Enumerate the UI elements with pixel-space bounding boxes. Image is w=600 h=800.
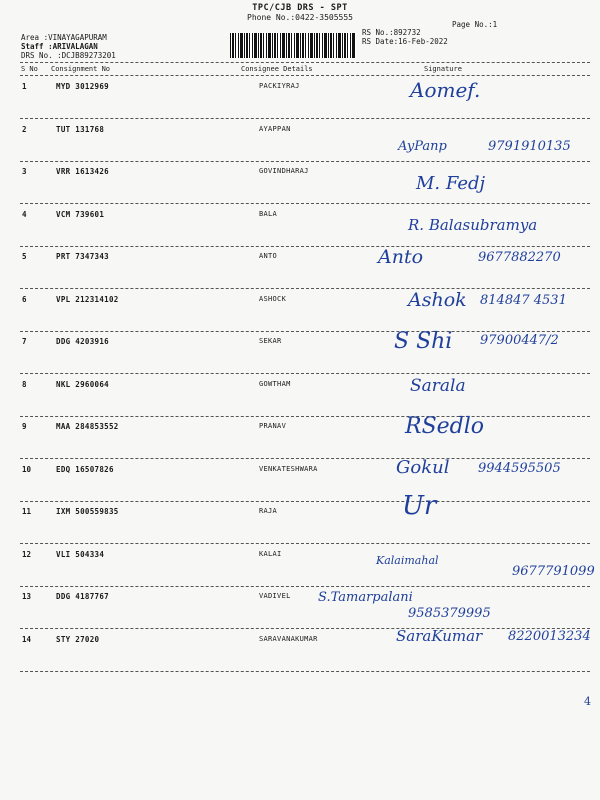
row-consignment-number: STY 27020 [56, 634, 100, 644]
row-consignee-name: ANTO [259, 252, 278, 260]
row-consignee-name: PACKIYRAJ [259, 82, 300, 90]
row-consignee-name: GOVINDHARAJ [259, 167, 309, 175]
row-signature: Aomef. [410, 78, 481, 102]
header-left-block [21, 33, 116, 60]
row-consignee-name: RAJA [259, 507, 278, 515]
table-row [0, 375, 600, 425]
row-signature: S.Tamarpalani [318, 590, 413, 605]
row-serial-number: 5 [22, 252, 27, 261]
row-signature: RSedlo [405, 414, 485, 439]
column-header-signature: Signature [424, 65, 462, 73]
row-serial-number: 10 [22, 464, 32, 474]
row-consignee-name: SARAVANAKUMAR [259, 634, 318, 643]
row-consignee-name: VENKATESHWARA [259, 464, 318, 473]
row-signature: SaraKumar [396, 626, 483, 645]
rs-number-field: RS No.:892732 [362, 28, 421, 37]
header-bottom-rule [20, 75, 590, 76]
row-consignee-name: VADIVEL [259, 592, 291, 600]
table-row [0, 246, 600, 297]
table-row [0, 626, 600, 680]
row-signature-phone: 814847 4531 [480, 292, 567, 308]
table-row [0, 456, 600, 510]
row-consignment-number: MYD 3012969 [56, 82, 109, 91]
row-serial-number: 7 [22, 337, 27, 346]
row-signature: Sarala [410, 375, 466, 396]
header-right-block [362, 28, 448, 46]
rs-date-field: RS Date:16-Feb-2022 [362, 37, 448, 46]
row-consignment-number: PRT 7347343 [56, 252, 109, 261]
row-serial-number: 6 [22, 294, 27, 304]
document-title: TPC/CJB DRS - SPT [252, 3, 348, 13]
row-serial-number: 9 [22, 422, 27, 431]
table-row [0, 125, 600, 170]
row-consignment-number: EDQ 16507826 [56, 464, 114, 474]
row-serial-number: 8 [22, 379, 27, 389]
row-signature: Kalaimahal [376, 553, 439, 567]
drs-number-field: DRS No. :DCJB89273201 [21, 51, 116, 60]
row-signature: M. Fedj [416, 173, 486, 194]
row-consignment-number: DDG 4187767 [56, 592, 109, 601]
row-serial-number: 14 [22, 634, 32, 644]
row-signature: R. Balasubramya [408, 215, 538, 234]
table-row [0, 167, 600, 212]
row-signature: Anto [378, 246, 424, 268]
row-signature: S Shi [394, 329, 453, 354]
row-serial-number: 11 [22, 507, 32, 516]
row-consignee-name: KALAI [259, 549, 282, 558]
row-consignment-number: TUT 131768 [56, 124, 105, 134]
row-consignment-number: VLI 504334 [56, 549, 105, 559]
row-serial-number: 4 [22, 209, 27, 219]
document-header [200, 3, 400, 23]
row-signature: Gokul [396, 456, 450, 478]
row-consignee-name: GOWTHAM [259, 379, 291, 388]
row-serial-number: 12 [22, 549, 32, 559]
row-signature-phone: 9944595505 [478, 460, 561, 476]
row-consignee-name: SEKAR [259, 337, 282, 345]
row-signature-phone: 8220013234 [508, 628, 591, 644]
row-signature-phone: 9677791099 [512, 563, 595, 579]
column-header-sno: S No [21, 65, 38, 73]
barcode-image [230, 33, 356, 58]
row-serial-number: 3 [22, 167, 27, 176]
page-number: Page No.:1 [452, 20, 498, 29]
row-signature: Ashok [408, 288, 467, 311]
staff-field: Staff :ARIVALAGAN [21, 42, 98, 51]
row-signature-phone: 9585379995 [408, 606, 491, 621]
column-header-consignment: Consignment No [51, 65, 111, 73]
table-row [0, 78, 600, 127]
row-consignment-number: VPL 212314102 [56, 294, 119, 304]
stray-handwritten-mark: 4 [584, 695, 591, 708]
row-consignee-name: BALA [259, 209, 278, 218]
area-field: Area :VINAYAGAPURAM [21, 33, 107, 42]
row-consignment-number: IXM 500559835 [56, 507, 119, 516]
row-consignment-number: NKL 2960064 [56, 379, 109, 389]
phone-number: Phone No.:0422-3505555 [247, 13, 353, 22]
table-row [0, 491, 600, 552]
row-signature-phone: 9791910135 [488, 138, 571, 154]
row-serial-number: 1 [22, 82, 27, 91]
row-serial-number: 2 [22, 124, 27, 134]
row-signature-phone: 9677882270 [478, 250, 561, 265]
row-consignee-name: ASHOCK [259, 294, 287, 303]
row-signature: AyPanp [398, 138, 447, 154]
table-row [0, 210, 600, 255]
row-consignment-number: VRR 1613426 [56, 167, 109, 176]
row-consignment-number: DDG 4203916 [56, 337, 109, 346]
row-consignee-name: AYAPPAN [259, 124, 291, 133]
row-consignment-number: VCM 739601 [56, 209, 105, 219]
column-header-consignee: Consignee Details [241, 65, 313, 73]
row-signature-phone: 97900447/2 [480, 333, 559, 348]
header-top-rule [20, 62, 590, 63]
row-consignee-name: PRANAV [259, 422, 287, 430]
row-serial-number: 13 [22, 592, 32, 601]
table-row [0, 329, 600, 382]
table-row [0, 550, 600, 595]
row-signature: Ur [402, 491, 437, 521]
row-consignment-number: MAA 284853552 [56, 422, 119, 431]
